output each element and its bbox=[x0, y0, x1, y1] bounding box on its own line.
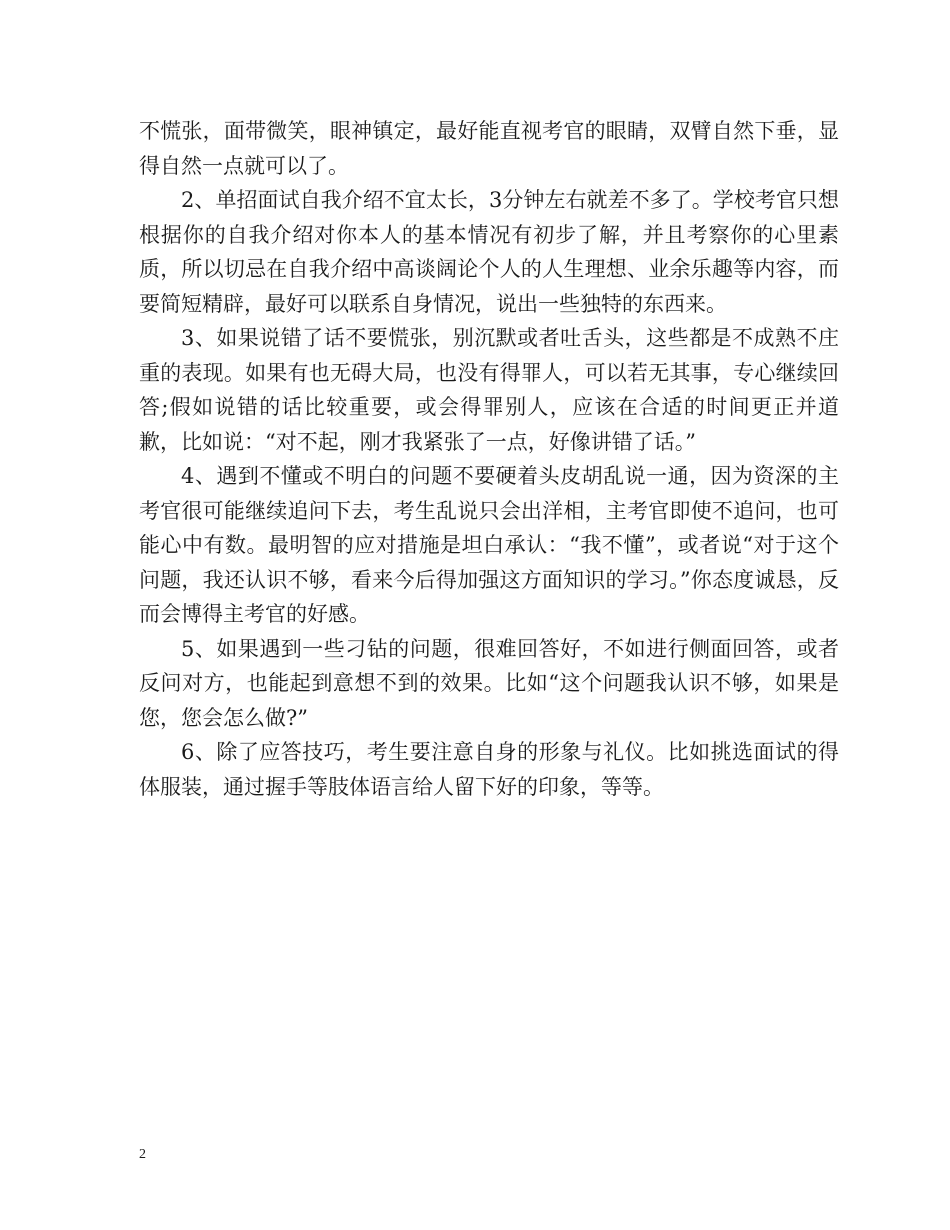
page-number: 2 bbox=[139, 1147, 146, 1162]
paragraph-6-etiquette: 6、除了应答技巧，考生要注意自身的形象与礼仪。比如挑选面试的得体服装，通过握手等肢体语言给人留下好的印象，等等。 bbox=[139, 740, 839, 799]
paragraph-5-tricky-question: 5、如果遇到一些刁钻的问题，很难回答好，不如进行侧面回答，或者反问对方，也能起到意想不到的效果。比如“这个问题我认识不够，如果是您，您会怎么做?” bbox=[139, 636, 839, 730]
paragraph-continuation: 不慌张，面带微笑，眼神镇定，最好能直视考官的眼睛，双臂自然下垂，显得自然一点就可以了。 bbox=[139, 119, 839, 178]
paragraph-3-misspoken: 3、如果说错了话不要慌张，别沉默或者吐舌头，这些都是不成熟不庄重的表现。如果有也无碍大局，也没有得罪人，可以若无其事，专心继续回答;假如说错的话比较重要，或会得罪别人，应该在合适的时间更正并道歉，比如说：“对不起，刚才我紧张了一点，好像讲错了话。” bbox=[139, 326, 839, 454]
paragraph-4-unknown-question: 4、遇到不懂或不明白的问题不要硬着头皮胡乱说一通，因为资深的主考官很可能继续追问下去，考生乱说只会出洋相，主考官即使不追问，也可能心中有数。最明智的应对措施是坦白承认：“我不懂”，或者说“对于这个问题，我还认识不够，看来今后得加强这方面知识的学习。”你态度诚恳，反而会博得主考官的好感。 bbox=[139, 464, 839, 626]
document-body bbox=[139, 114, 839, 804]
paragraph-2-self-introduction: 2、单招面试自我介绍不宜太长，3分钟左右就差不多了。学校考官只想根据你的自我介绍对你本人的基本情况有初步了解，并且考察你的心里素质，所以切忌在自我介绍中高谈阔论个人的人生理想、业余乐趣等内容，而要简短精辟，最好可以联系自身情况，说出一些独特的东西来。 bbox=[139, 188, 839, 316]
